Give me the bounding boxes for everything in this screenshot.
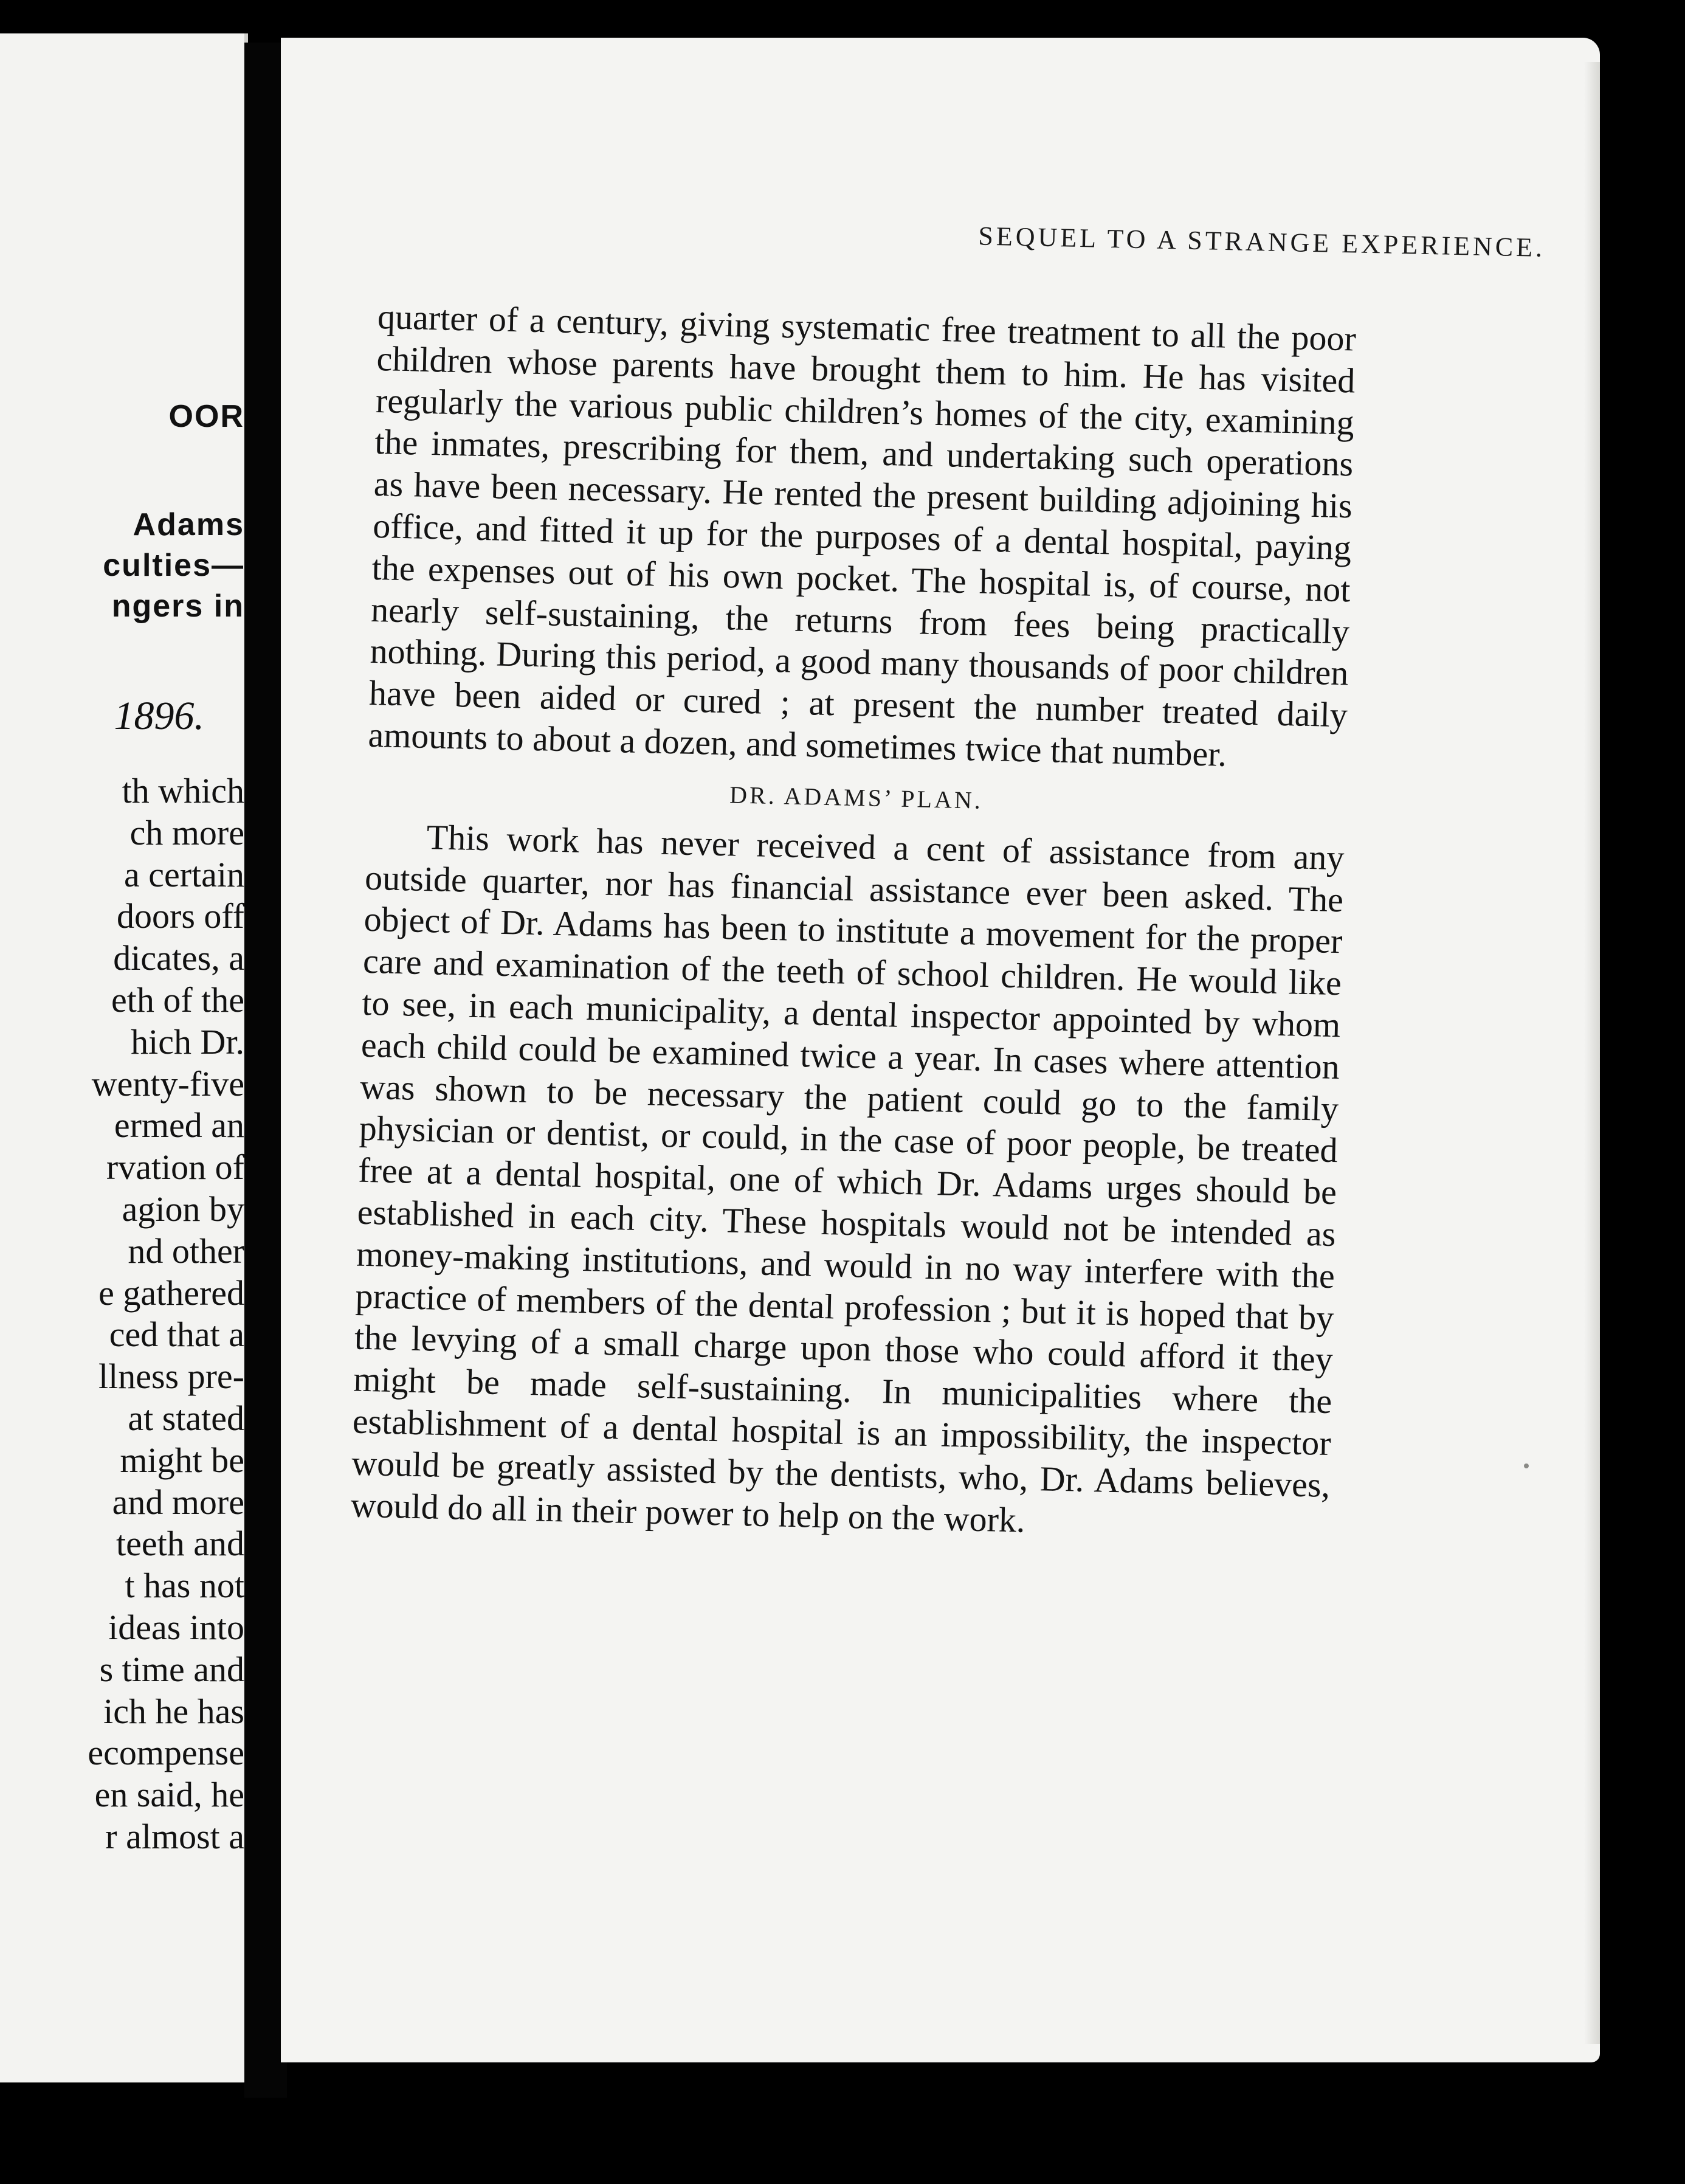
page-edge-shadow	[1584, 62, 1600, 2044]
left-text-line: llness pre-	[98, 1356, 244, 1397]
left-heading-line-1: OOR	[168, 399, 244, 434]
left-text-line: at stated	[128, 1398, 244, 1438]
left-text-line: t has not	[125, 1566, 244, 1606]
left-heading-line-3: culties—	[103, 548, 244, 583]
left-text-line: doors off	[117, 896, 244, 936]
left-text-line: teeth and	[116, 1524, 244, 1564]
running-head: SEQUEL TO A STRANGE EXPERIENCE.	[977, 221, 1546, 263]
left-text-line: nd other	[128, 1231, 244, 1271]
left-text-line: might be	[120, 1440, 244, 1480]
left-text-line: ideas into	[108, 1607, 244, 1647]
left-text-line: r almost a	[105, 1816, 244, 1856]
left-text-line: rvation of	[106, 1147, 244, 1187]
left-text-line: s time and	[99, 1649, 244, 1689]
left-text-line: dicates, a	[113, 938, 244, 978]
left-text-line: ich he has	[103, 1691, 244, 1731]
left-text-line: hich Dr.	[131, 1021, 244, 1062]
left-heading-line-4: ngers in	[111, 589, 244, 624]
left-text-line: en said, he	[94, 1775, 244, 1815]
body-text	[350, 296, 1356, 1548]
left-text-line: ced that a	[109, 1315, 244, 1355]
left-text-line: and more	[112, 1482, 244, 1522]
left-text-line: ecompense	[88, 1733, 244, 1773]
left-text-line: ch more	[129, 812, 244, 852]
left-text-line: agion by	[122, 1189, 244, 1229]
left-text-line: eth of the	[111, 980, 244, 1020]
left-heading-line-2: Adams	[133, 507, 244, 542]
right-page	[281, 38, 1600, 2062]
section-heading: DR. ADAMS’ PLAN.	[729, 781, 984, 814]
left-text-line: th which	[122, 771, 244, 810]
left-text-line: e gathered	[98, 1273, 244, 1313]
paragraph-1: quarter of a century, giving systematic free treatment to all the poor children whose parents have brought them to him. He has visited regularly the various public children’s homes of the city, examining the inmates, prescribing for them, and undertaking such operations as have been necessary. He rented the present building adjoining his office, and fitted it up for the purposes of a dental hospital, paying the expenses out of his own pocket. The hospital is, of course, not nearly self-sustaining, the returns from fees being practically nothing. During this period, a good many thousands of poor children have been aided or cured ; at present the number treated daily amounts to about a dozen, and sometimes twice that number.	[367, 296, 1357, 774]
left-text-line: ermed an	[114, 1105, 244, 1146]
left-text-line: a certain	[123, 854, 244, 894]
left-facing-page	[0, 33, 248, 2082]
left-date: 1896.	[114, 694, 204, 738]
left-text-line: wenty-five	[91, 1063, 244, 1104]
paragraph-2: This work has never received a cent of assistance from any outside quarter, nor has financial assistance ever been asked. The object of Dr. Adams has been to institute a movement for the proper care and examination of the teeth of school children. He would like to see, in each municipality, a dental inspector appointed by whom each child could be examined twice a year. In cases where attention was shown to be necessary the patient could go to the family physician or dentist, or could, in the case of poor people, be treated free at a dental hospital, one of which Dr. Adams urges should be established in each city. These hospitals would not be intended as money-making institutions, and would in no way interfere with the practice of members of the dental profession ; but it is hoped that by the levying of a small charge upon those who could afford it they might be made self-sustaining. In municipalities where the establishment of a dental hospital is an impossibility, the inspector would be greatly assisted by the dentists, who, Dr. Adams believes, would do all in their power to help on the work.	[350, 817, 1345, 1540]
left-text-lines	[0, 770, 244, 1858]
paper-speck	[1524, 1463, 1529, 1468]
